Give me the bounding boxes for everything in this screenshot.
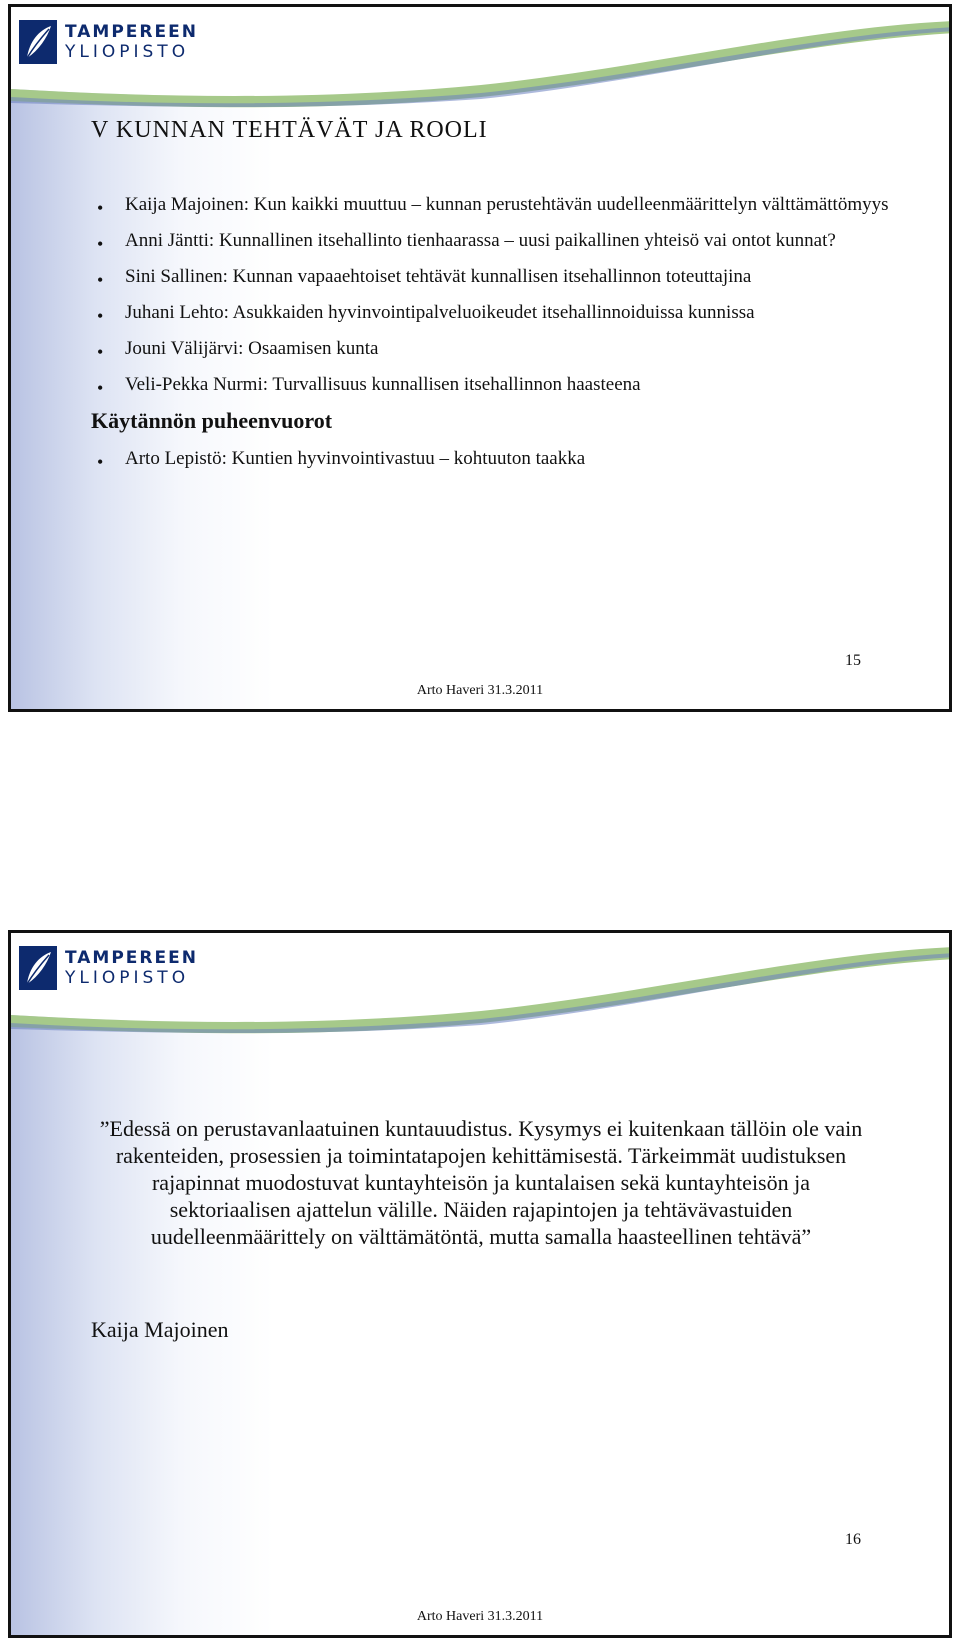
slide-footer: Arto Haveri 31.3.2011 — [416, 683, 544, 698]
bullet-dot-icon: • — [97, 306, 104, 326]
bullet-dot-icon: • — [97, 378, 104, 398]
leaf-logo-icon — [19, 20, 57, 64]
list-item-text: Arto Lepistö: Kuntien hyvinvointivastuu – kohtuuton taakka — [125, 448, 586, 469]
list-item — [91, 227, 931, 255]
slide-footer: Arto Haveri 31.3.2011 — [416, 1609, 544, 1624]
slide-16 — [8, 930, 952, 1638]
logo-text-line2: YLIOPISTO — [65, 42, 190, 62]
list-item-text: Jouni Välijärvi: Osaamisen kunta — [125, 338, 379, 359]
list-item — [91, 191, 931, 219]
page-number: 16 — [845, 1531, 861, 1548]
bullet-dot-icon: • — [97, 270, 104, 290]
quote-author: Kaija Majoinen — [91, 1317, 229, 1342]
slide-title: V KUNNAN TEHTÄVÄT JA ROOLI — [91, 117, 488, 143]
list-item — [91, 445, 931, 473]
university-logo — [19, 19, 198, 65]
quote-text: ”Edessä on perustavanlaatuinen kuntauudistus. Kysymys ei kuitenkaan tällöin ole vain rakenteiden, prosessien ja toimintatapojen kehittämisestä. Tärkeimmät uudistuksen rajapinnat muodostuvat kuntayhteisön ja kuntalaisen sekä kuntayhteisön ja sektoriaalisen ajattelun välille. Näiden rajapintojen ja tehtävävastuiden uudelleenmäärittely on välttämätöntä, mutta samalla haasteellinen tehtävä” — [99, 1116, 863, 1249]
logo-text-line1: TAMPEREEN — [65, 948, 198, 968]
bullet-dot-icon: • — [97, 198, 104, 218]
page-number: 15 — [845, 652, 861, 669]
list-item-text: Anni Jäntti: Kunnallinen itsehallinto tienhaarassa – uusi paikallinen yhteisö vai ontot kunnat? — [125, 230, 836, 251]
leaf-logo-icon — [19, 946, 57, 990]
list-item — [91, 335, 931, 363]
slide-15 — [8, 4, 952, 712]
section-subheading: Käytännön puheenvuorot — [91, 408, 333, 433]
bullet-dot-icon: • — [97, 234, 104, 254]
list-item-text: Juhani Lehto: Asukkaiden hyvinvointipalveluoikeudet itsehallinnoiduissa kunnissa — [125, 302, 755, 323]
list-item — [91, 263, 931, 291]
list-item — [91, 299, 931, 327]
logo-text-line1: TAMPEREEN — [65, 22, 198, 42]
list-item-text: Kaija Majoinen: Kun kaikki muuttuu – kunnan perustehtävän uudelleenmäärittelyn välttämättömyys — [125, 194, 889, 215]
slide-header — [11, 933, 949, 1033]
list-item-text: Veli-Pekka Nurmi: Turvallisuus kunnallisen itsehallinnon haasteena — [125, 374, 641, 395]
list-item-text: Sini Sallinen: Kunnan vapaaehtoiset tehtävät kunnallisen itsehallinnon toteuttajina — [125, 266, 752, 287]
bullet-dot-icon: • — [97, 452, 104, 472]
list-item — [91, 371, 931, 399]
slide-header — [11, 7, 949, 107]
bullet-list — [91, 191, 931, 481]
logo-text-line2: YLIOPISTO — [65, 968, 190, 988]
bullet-dot-icon: • — [97, 342, 104, 362]
university-logo — [19, 945, 198, 991]
